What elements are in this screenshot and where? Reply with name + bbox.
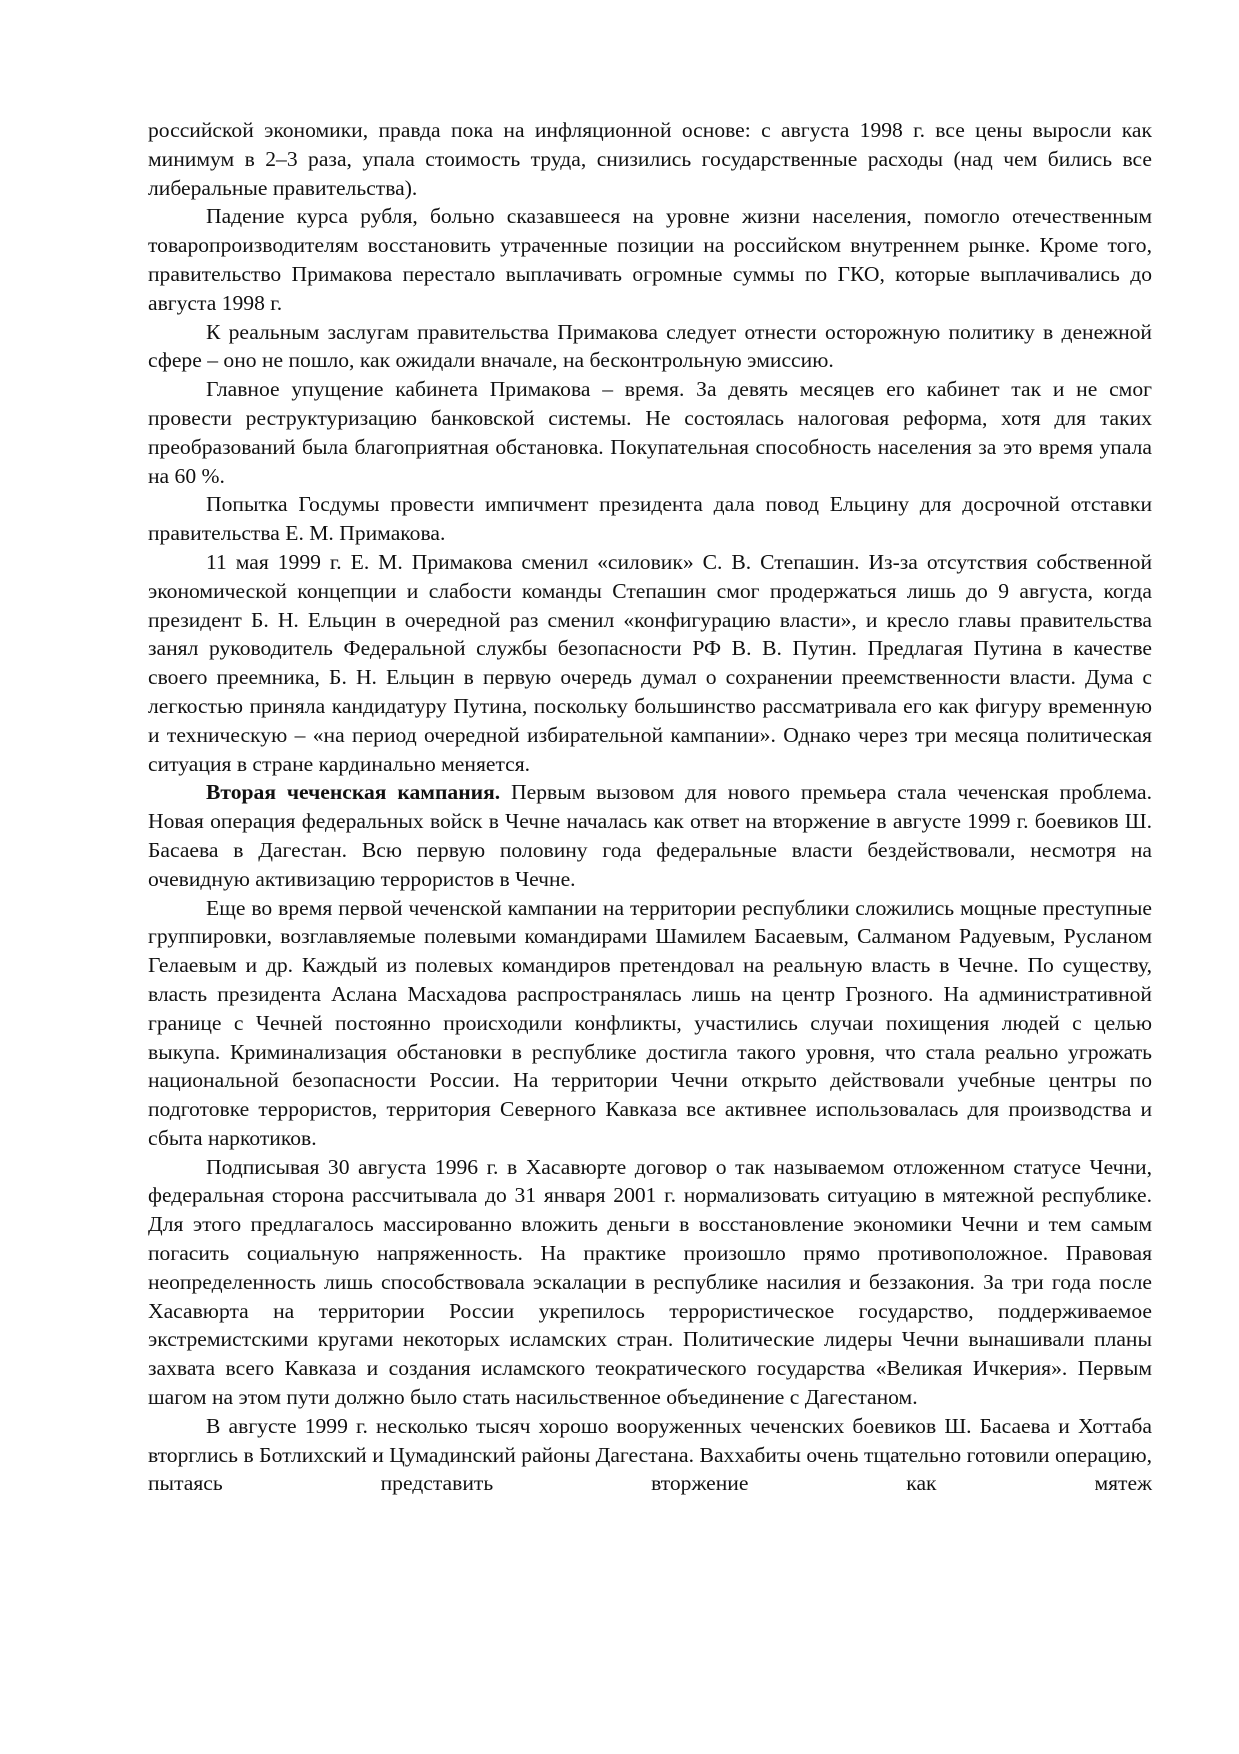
paragraph-truncated: В августе 1999 г. несколько тысяч хорошо вооруженных чеченских боевиков Ш. Басаева и Хоттаба вторглись в Ботлихский и Цумадинский районы Дагестана. Ваххабиты очень тщательно готовили операцию, пытаясь представить вторжение как мятеж [148, 1413, 1152, 1496]
paragraph: 11 мая 1999 г. Е. М. Примакова сменил «силовик» С. В. Степашин. Из-за отсутствия собственной экономической концепции и слабости команды Степашин смог продержаться лишь до 9 августа, когда президент Б. Н. Ельцин в очередной раз сменил «конфигурацию власти», и кресло главы правительства занял руководитель Федеральной службы безопасности РФ В. В. Путин. Предлагая Путина в качестве своего преемника, Б. Н. Ельцин в первую очередь думал о сохранении преемственности власти. Дума с легкостью приняла кандидатуру Путина, поскольку большинство рассматривала его как фигуру временную и техническую – «на период очередной избирательной кампании». Однако через три месяца политическая ситуация в стране кардинально меняется. [148, 549, 1152, 776]
paragraph-continuation: российской экономики, правда пока на инфляционной основе: с августа 1998 г. все цены выросли как минимум в 2–3 раза, упала стоимость труда, снизились государственные расходы (над чем бились все либеральные правительства). [148, 118, 1152, 200]
section-heading: Вторая чеченская кампания. [206, 780, 501, 805]
paragraph: Еще во время первой чеченской кампании на территории республики сложились мощные преступные группировки, возглавляемые полевыми командирами Шамилем Басаевым, Салманом Радуевым, Русланом Гелаевым и др. Каждый из полевых командиров претендовал на реальную власть в Чечне. По существу, власть президента Аслана Масхадова распространялась лишь на центр Грозного. На административной границе с Чечней постоянно происходили конфликты, участились случаи похищения людей с целью выкупа. Криминализация обстановки в республике достигла такого уровня, что стала реально угрожать национальной безопасности России. На территории Чечни открыто действовали учебные центры по подготовке террористов, территория Северного Кавказа все активнее использовалась для производства и сбыта наркотиков. [148, 895, 1152, 1150]
paragraph: К реальным заслугам правительства Примакова следует отнести осторожную политику в денежной сфере – оно не пошло, как ожидали вначале, на бесконтрольную эмиссию. [148, 319, 1152, 373]
paragraph: Падение курса рубля, больно сказавшееся на уровне жизни населения, помогло отечественным товаропроизводителям восстановить утраченные позиции на российском внутреннем рынке. Кроме того, правительство Примакова перестало выплачивать огромные суммы по ГКО, которые выплачивались до августа 1998 г. [148, 204, 1152, 315]
paragraph-text: Первым вызовом для нового премьера стала чеченская проблема. Новая операция федеральных войск в Чечне началась как ответ на вторжение в августе 1999 г. боевиков Ш. Басаева в Дагестан. Всю первую половину года федеральные власти бездействовали, несмотря на очевидную активизацию террористов в Чечне. [148, 780, 1152, 891]
paragraph: Подписывая 30 августа 1996 г. в Хасавюрте договор о так называемом отложенном статусе Чечни, федеральная сторона рассчитывала до 31 января 2001 г. нормализовать ситуацию в мятежной республике. Для этого предлагалось массированно вложить деньги в восстановление экономики Чечни и тем самым погасить социальную напряженность. На практике произошло прямо противоположное. Правовая неопределенность лишь способствовала эскалации в республике насилия и беззакония. За три года после Хасавюрта на территории России укрепилось террористическое государство, поддерживаемое экстремистскими кругами некоторых исламских стран. Политические лидеры Чечни вынашивали планы захвата всего Кавказа и создания исламского теократического государства «Великая Ичкерия». Первым шагом на этом пути должно было стать насильственное объединение с Дагестаном. [148, 1154, 1152, 1410]
paragraph-with-heading [148, 778, 1152, 893]
paragraph: Попытка Госдумы провести импичмент президента дала повод Ельцину для досрочной отставки правительства Е. М. Примакова. [148, 492, 1152, 546]
paragraph: Главное упущение кабинета Примакова – время. За девять месяцев его кабинет так и не смог провести реструктуризацию банковской системы. Не состоялась налоговая реформа, хотя для таких преобразований была благоприятная обстановка. Покупательная способность населения за это время упала на 60 %. [148, 377, 1152, 488]
document-page [148, 116, 1152, 1498]
